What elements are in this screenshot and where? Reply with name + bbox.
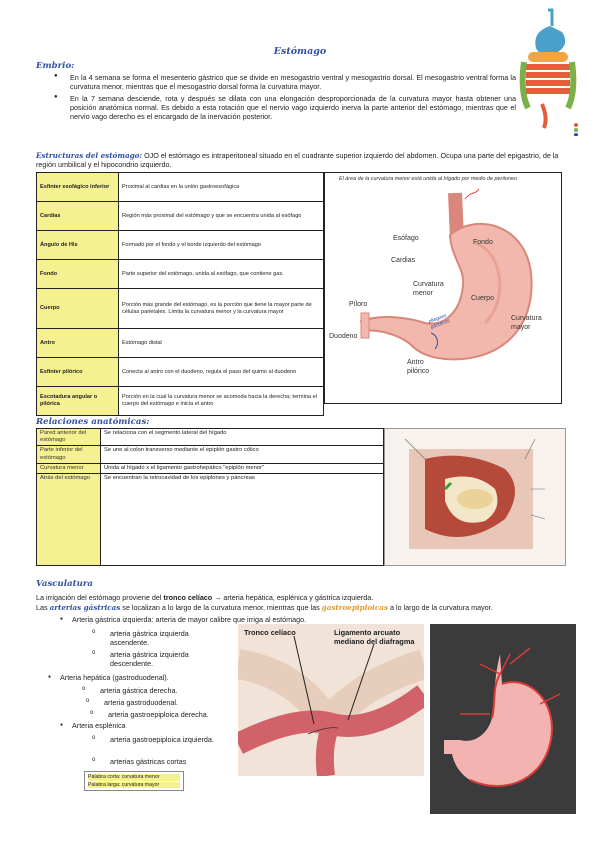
structure-description: Región más proximal del estómago y que se encuentra unida al esófago bbox=[119, 202, 324, 231]
digestive-system-icon bbox=[518, 8, 580, 136]
list-item: o arteria gástrica izquierda descendente. bbox=[110, 650, 220, 668]
list-item: ● En la 7 semana desciende, rota y después se dilata con una elongación desproporcionada de la curvatura mayor hasta obtener una posición anatómica normal. Es debido a esta rotación que el nervio vago izquierdo inerva la parte anterior del estómago, mientras que el nervio vago derecho es el encargado de la inervación posterior. bbox=[46, 94, 516, 121]
list-item: ● Arteria esplénica bbox=[72, 721, 126, 730]
structure-description: Parte superior del estómago, unida al esófago, que contiene gas. bbox=[119, 260, 324, 289]
figure-caption: El área de la curvatura menor está unida al hígado por medio de peritoneo bbox=[339, 176, 518, 182]
table-row bbox=[37, 329, 324, 358]
list-item: o arteria gastroepiploica derecha. bbox=[108, 710, 209, 719]
list-item: o arteria gástrica derecha. bbox=[100, 686, 178, 695]
stomach-arteries-image bbox=[430, 624, 576, 814]
table-row bbox=[37, 429, 384, 446]
structure-name: Cuerpo bbox=[37, 289, 119, 329]
page-title: Estómago bbox=[273, 46, 327, 57]
label-ligamento: Ligamento arcuato mediano del diafragma bbox=[334, 628, 415, 647]
estructuras-intro: Estructuras del estómago: OJO el estómago es intraperitoneal situado en el cuadrante superior izquierdo del abdomen. Ocupa una parte del epigastrio, de la región umbilical y el hipocondrio izquierdo. bbox=[36, 151, 559, 169]
table-row bbox=[37, 202, 324, 231]
structure-description: Porción en la cual la curvatura menor se acomoda hacia la derecha; termina el cuerpo del estómago e inicia el antro bbox=[119, 387, 324, 416]
table-row bbox=[37, 358, 324, 387]
list-item: o arteria gastroduodenal. bbox=[104, 698, 178, 707]
legend-item: Palabra corta: curvatura menor bbox=[88, 774, 180, 781]
structure-name: Ángulo de His bbox=[37, 231, 119, 260]
relation-name: Curvatura menor bbox=[37, 463, 101, 473]
table-row bbox=[37, 173, 324, 202]
list-item: o arterias gástricas cortas bbox=[110, 757, 186, 766]
estructuras-heading: Estructuras del estómago: bbox=[36, 151, 143, 160]
legend-box bbox=[84, 771, 184, 791]
embrio-list bbox=[46, 73, 516, 124]
table-row bbox=[37, 289, 324, 329]
table-row bbox=[37, 446, 384, 463]
table-row bbox=[37, 231, 324, 260]
table-row bbox=[37, 463, 384, 473]
list-item: ● Arteria hepática (gastroduodenal). bbox=[60, 673, 169, 682]
table-row bbox=[37, 260, 324, 289]
structure-name: Fondo bbox=[37, 260, 119, 289]
vasculatura-line1: La irrigación del estómago proviene del tronco celíaco → arteria hepática, esplénica y gástrica izquierda. bbox=[36, 593, 374, 602]
relation-description: Se relaciona con el segmento lateral del hígado bbox=[101, 429, 384, 446]
list-item: ● En la 4 semana se forma el mesenterio gástrico que se divide en mesogastrio ventral y mesogastrio dorsal. El mesogastrio ventral forma la curvatura menor, mientras que el mesogastrio dorsal forma la curvatura mayor. bbox=[46, 73, 516, 91]
relaciones-heading: Relaciones anatómicas: bbox=[36, 417, 150, 427]
relation-name: Parte inferior del estómago bbox=[37, 446, 101, 463]
label-tronco-celiaco: Tronco celíaco bbox=[244, 628, 296, 637]
celiac-trunk-image bbox=[238, 624, 424, 776]
relation-description: Se une al colon transverso mediante el epiplón gastro cólico bbox=[101, 446, 384, 463]
structure-description: Conecta al antro con el duodeno, regula el paso del quimo al duodeno bbox=[119, 358, 324, 387]
structure-name: Antro bbox=[37, 329, 119, 358]
relation-name: Pared anterior del estómago bbox=[37, 429, 101, 446]
vasculatura-heading: Vasculatura bbox=[36, 579, 93, 589]
structure-name: Escotadura angular o pilórica bbox=[37, 387, 119, 416]
relation-description: Se encuentran la retrocavidad de los epiplones y páncreas bbox=[101, 474, 384, 566]
anatomy-relations-image bbox=[384, 428, 566, 566]
legend-item: Palabra larga: curvatura mayor bbox=[88, 782, 180, 789]
label-curvatura-menor: Curvatura menor bbox=[413, 281, 444, 297]
embrio-heading: Embrio: bbox=[36, 61, 75, 71]
label-cuerpo: Cuerpo bbox=[471, 295, 494, 302]
relations-table bbox=[36, 428, 384, 566]
relation-name: Atrás del estómago bbox=[37, 474, 101, 566]
stomach-figure bbox=[324, 172, 562, 404]
label-esofago: Esófago bbox=[393, 235, 419, 242]
structure-description: Estómago distal bbox=[119, 329, 324, 358]
structures-table bbox=[36, 172, 324, 416]
structure-name: Esfínter pilórico bbox=[37, 358, 119, 387]
structure-description: Formado por el fondo y el borde izquierdo del estómago bbox=[119, 231, 324, 260]
list-item: ● Arteria gástrica izquierda: arteria de mayor calibre que irriga al estómago. bbox=[72, 615, 306, 624]
table-row bbox=[37, 387, 324, 416]
relation-description: Unida al hígado x el ligamento gastrohepático "epiplón menor" bbox=[101, 463, 384, 473]
structure-name: Esfínter esofágico inferior bbox=[37, 173, 119, 202]
list-item: o arteria gastroepiploica izquierda. bbox=[110, 735, 220, 744]
label-fondo: Fondo bbox=[473, 239, 493, 246]
table-row bbox=[37, 474, 384, 566]
structure-description: Proximal al cardias en la unión gastroesofágica bbox=[119, 173, 324, 202]
structure-description: Porción más grande del estómago, es la porción que tiene la mayor parte de células parietales. Limita la curvatura menor y la curvatura mayor bbox=[119, 289, 324, 329]
label-cardias: Cardias bbox=[391, 257, 416, 264]
structure-name: Cardias bbox=[37, 202, 119, 231]
label-duodeno: Duodeno bbox=[329, 333, 358, 340]
list-item: o arteria gástrica izquierda ascendente. bbox=[110, 629, 220, 647]
label-piloro: Píloro bbox=[349, 301, 368, 308]
vasculatura-line2: Las arterias gástricas se localizan a lo largo de la curvatura menor, mientras que las gastroepiploicas a lo largo de la curvatura mayor. bbox=[36, 603, 493, 612]
label-antro-pilorico: Antro pilórico bbox=[407, 359, 430, 375]
label-pliegues: pliegues gástricos bbox=[427, 312, 451, 331]
label-curvatura-mayor: Curvatura mayor bbox=[511, 315, 542, 331]
